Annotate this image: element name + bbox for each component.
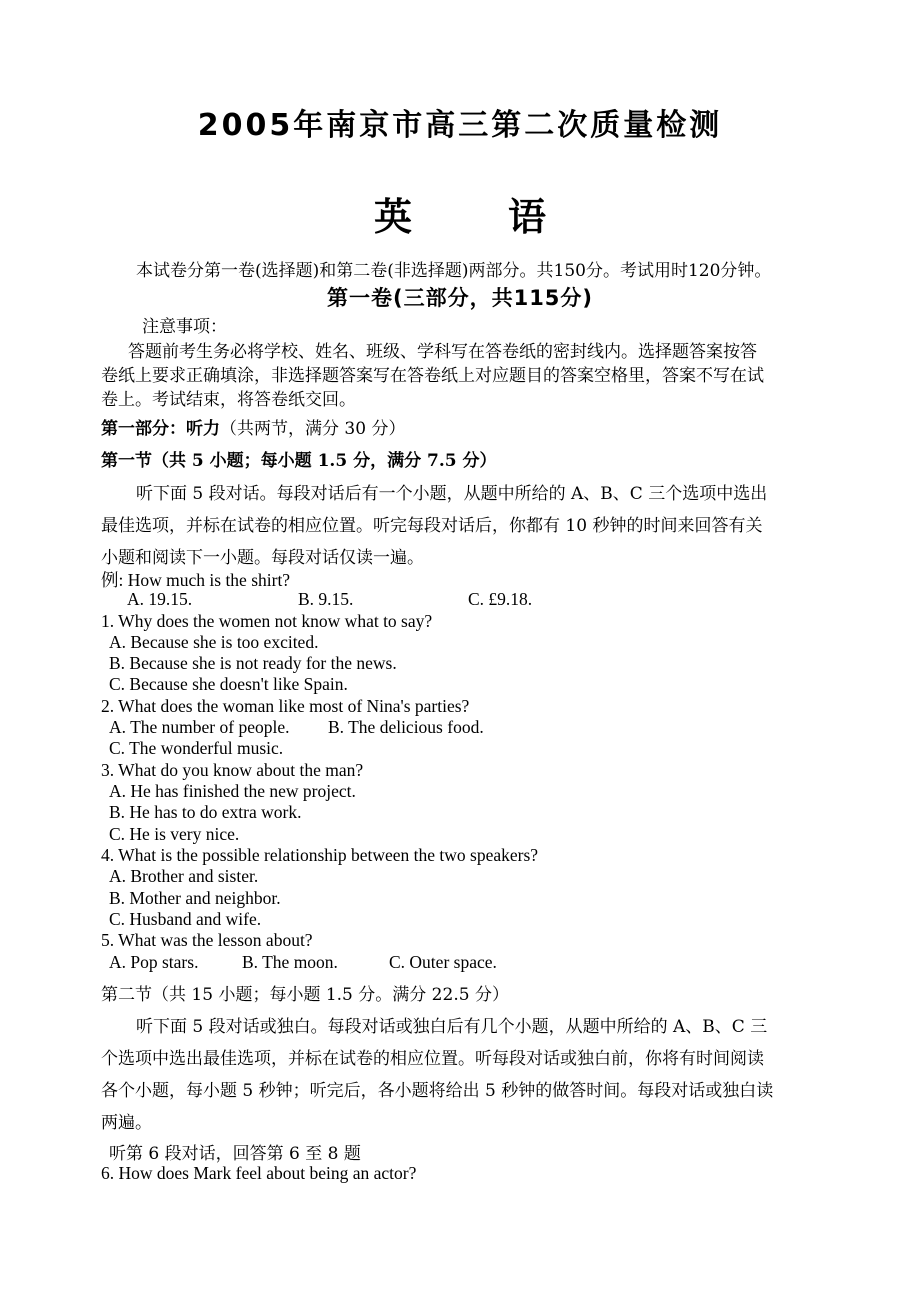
question-5-option-b: B. The moon. (242, 952, 338, 972)
question-2-option-c: C. The wonderful music. (109, 738, 284, 758)
notes-heading: 注意事项： (142, 317, 227, 337)
part1-heading-rest: （共两节，满分 30 分） (220, 419, 406, 439)
question-3: 3. What do you know about the man? (101, 760, 364, 780)
question-1-option-a: A. Because she is too excited. (109, 632, 319, 652)
example-option-c: C. £9.18. (468, 589, 533, 609)
instruction-line: 小题和阅读下一小题。每段对话仅读一遍。 (101, 548, 424, 568)
question-2-option-b: B. The delicious food. (328, 717, 484, 737)
question-5-option-a: A. Pop stars. (109, 952, 199, 972)
instruction2-line: 个选项中选出最佳选项，并标在试卷的相应位置。听每段对话或独白前，你将有时间阅读 (101, 1049, 764, 1069)
question-3-option-c: C. He is very nice. (109, 824, 240, 844)
question-1-option-c: C. Because she doesn't like Spain. (109, 674, 348, 694)
instruction2-line: 两遍。 (101, 1113, 152, 1133)
example-option-b: B. 9.15. (298, 589, 354, 609)
question-6: 6. How does Mark feel about being an actor? (101, 1163, 417, 1183)
notes-line: 卷上。考试结束，将答卷纸交回。 (101, 390, 356, 410)
question-2-option-a: A. The number of people. (109, 717, 290, 737)
question-3-option-b: B. He has to do extra work. (109, 802, 302, 822)
dialogue-6-heading: 听第 6 段对话，回答第 6 至 8 题 (109, 1144, 361, 1164)
subject-heading (0, 186, 920, 241)
question-4-option-a: A. Brother and sister. (109, 866, 259, 886)
subject-char-2: 语 (508, 195, 547, 239)
question-4-option-c: C. Husband and wife. (109, 909, 262, 929)
question-1: 1. Why does the women not know what to say? (101, 611, 433, 631)
question-4-option-b: B. Mother and neighbor. (109, 888, 281, 908)
instruction2-line: 各个小题，每小题 5 秒钟；听完后，各小题将给出 5 秒钟的做答时间。每段对话或独白读 (101, 1081, 774, 1101)
section2-heading: 第二节（共 15 小题；每小题 1.5 分。满分 22.5 分） (101, 985, 509, 1005)
question-3-option-a: A. He has finished the new project. (109, 781, 356, 801)
instruction-line: 最佳选项，并标在试卷的相应位置。听完每段对话后，你都有 10 秒钟的时间来回答有关 (101, 516, 763, 536)
question-1-option-b: B. Because she is not ready for the news. (109, 653, 397, 673)
part1-heading-bold: 第一部分：听力 (101, 419, 220, 439)
exam-title: 2005年南京市高三第二次质量检测 (197, 108, 723, 143)
part1-heading (101, 414, 405, 439)
notes-line: 卷纸上要求正确填涂，非选择题答案写在答卷纸上对应题目的答案空格里，答案不写在试 (101, 366, 764, 386)
instruction-line: 听下面 5 段对话。每段对话后有一个小题，从题中所给的 A、B、C 三个选项中选出 (136, 484, 768, 504)
section1-heading: 第一节（共 5 小题；每小题 1.5 分，满分 7.5 分） (101, 451, 497, 471)
question-5-option-c: C. Outer space. (389, 952, 497, 972)
example-question: 例: How much is the shirt? (101, 570, 291, 590)
question-5: 5. What was the lesson about? (101, 930, 313, 950)
exam-intro: 本试卷分第一卷(选择题)和第二卷(非选择题)两部分。共150分。考试用时120分钟。 (136, 261, 772, 281)
question-2: 2. What does the woman like most of Nina's parties? (101, 696, 470, 716)
volume-heading: 第一卷(三部分，共115分) (326, 286, 594, 310)
subject-char-1: 英 (373, 195, 412, 239)
notes-line: 答题前考生务必将学校、姓名、班级、学科写在答卷纸的密封线内。选择题答案按答 (128, 342, 757, 362)
question-4: 4. What is the possible relationship between the two speakers? (101, 845, 539, 865)
example-option-a: A. 19.15. (127, 589, 193, 609)
instruction2-line: 听下面 5 段对话或独白。每段对话或独白后有几个小题，从题中所给的 A、B、C 三 (136, 1017, 768, 1037)
